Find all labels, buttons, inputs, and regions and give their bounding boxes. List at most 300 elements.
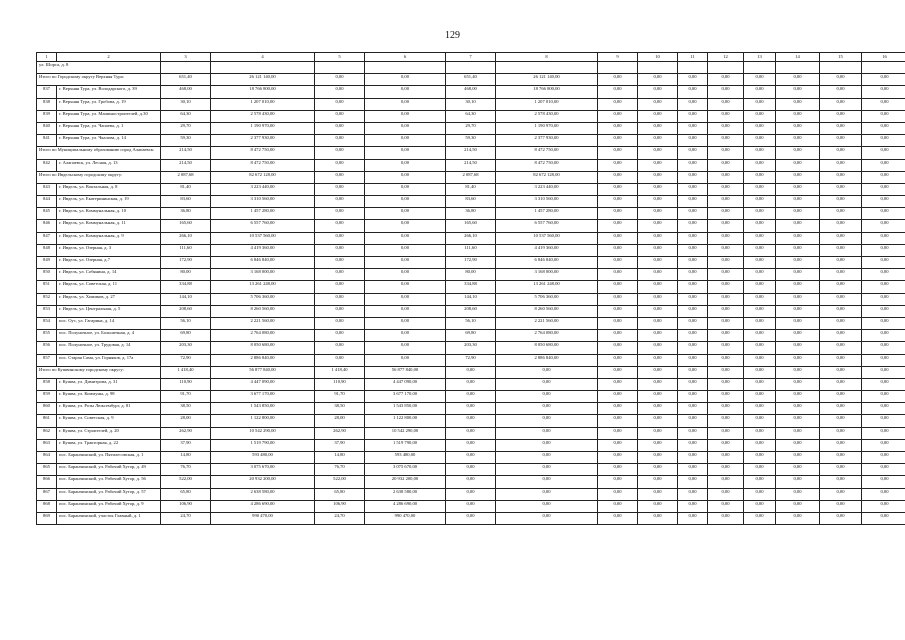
cell-value: 0,00 [598, 171, 638, 183]
row-number: 842 [37, 159, 57, 171]
cell-value: 72,90 [161, 354, 211, 366]
cell-value: 0,00 [315, 330, 365, 342]
cell-value: 14,80 [315, 452, 365, 464]
cell-value: 0,00 [496, 512, 598, 524]
cell-value: 0,00 [638, 220, 678, 232]
cell-value: 1 519 790,00 [365, 439, 446, 451]
cell-value: 0,00 [744, 464, 776, 476]
cell-value: 3 075 670,00 [365, 464, 446, 476]
cell-value: 83,60 [161, 196, 211, 208]
cell-value: 28,00 [161, 415, 211, 427]
cell-value: 0,00 [744, 378, 776, 390]
cell-value: 0,00 [638, 171, 678, 183]
row-address: г. Кушва, ул. Коммуны, д. 98 [57, 391, 161, 403]
table-row [37, 135, 905, 147]
cell-value: 0,00 [708, 354, 744, 366]
cell-value: 0,00 [776, 232, 820, 244]
cell-value: 0,00 [365, 305, 446, 317]
table-row [37, 342, 905, 354]
table-row [37, 464, 905, 476]
cell-value: 0,00 [744, 147, 776, 159]
column-header: 13 [744, 53, 776, 62]
cell-value: 0,00 [862, 464, 905, 476]
cell-value: 0,00 [496, 452, 598, 464]
cell-value: 0,00 [315, 232, 365, 244]
cell-value: 0,00 [708, 452, 744, 464]
cell-value: 3 168 000,00 [211, 269, 315, 281]
cell-value: 0,00 [862, 208, 905, 220]
cell-value: 0,00 [708, 122, 744, 134]
cell-value: 990 470,00 [365, 512, 446, 524]
cell-value: 65,80 [315, 488, 365, 500]
cell-value: 0,00 [365, 220, 446, 232]
cell-value: 0,00 [638, 512, 678, 524]
column-header: 2 [57, 53, 161, 62]
row-number: 849 [37, 257, 57, 269]
cell-value: 0,00 [598, 86, 638, 98]
cell-value: 144,10 [161, 293, 211, 305]
cell-value: 0,00 [776, 244, 820, 256]
cell-value: 82 672 128,00 [211, 171, 315, 183]
cell-value: 214,50 [446, 159, 496, 171]
row-address: г. Верхняя Тура, ул. Гробова, д. 19 [57, 98, 161, 110]
table-row [37, 293, 905, 305]
cell-value: 1 122 800,00 [365, 415, 446, 427]
cell-value: 3 223 440,00 [211, 183, 315, 195]
cell-value: 0,00 [744, 476, 776, 488]
cell-value: 0,00 [820, 500, 862, 512]
cell-value: 0,00 [638, 476, 678, 488]
cell-value: 0,00 [678, 86, 708, 98]
cell-value [598, 62, 638, 74]
row-number: 867 [37, 488, 57, 500]
table-row [37, 86, 905, 98]
cell-value: 0,00 [744, 281, 776, 293]
row-address: г. Алапаевск, ул. Лесная, д. 13 [57, 159, 161, 171]
cell-value: 76,70 [161, 464, 211, 476]
cell-value: 0,00 [638, 500, 678, 512]
cell-value: 0,00 [678, 452, 708, 464]
cell-value: 0,00 [744, 317, 776, 329]
cell-value: 0,00 [708, 98, 744, 110]
cell-value: 0,00 [776, 488, 820, 500]
cell-value: 0,00 [496, 415, 598, 427]
table-row [37, 183, 905, 195]
row-address: пос. Оус, ул. Гагарина, д. 14 [57, 317, 161, 329]
table-row [37, 476, 905, 488]
cell-value: 30,10 [161, 98, 211, 110]
cell-value: 0,00 [678, 305, 708, 317]
cell-value: 59,30 [446, 135, 496, 147]
table-row [37, 488, 905, 500]
cell-value: 0,00 [862, 415, 905, 427]
cell-value: 0,00 [744, 122, 776, 134]
cell-value: 0,00 [598, 415, 638, 427]
cell-value: 0,00 [776, 317, 820, 329]
row-address: пос. Баранчинский, ул. Пятилесовская, д. 1 [57, 452, 161, 464]
cell-value: 6 846 840,00 [211, 257, 315, 269]
cell-value: 0,00 [862, 269, 905, 281]
row-address: пос. Старая Сама, ул. Горняков, д. 17а [57, 354, 161, 366]
cell-value: 0,00 [862, 366, 905, 378]
cell-value [744, 62, 776, 74]
cell-value: 0,00 [446, 378, 496, 390]
cell-value: 0,00 [638, 439, 678, 451]
cell-value: 0,00 [776, 354, 820, 366]
cell-value: 0,00 [708, 464, 744, 476]
cell-value: 0,00 [708, 305, 744, 317]
cell-value: 0,00 [365, 183, 446, 195]
cell-value: 0,00 [446, 452, 496, 464]
cell-value: 4 286 690,00 [365, 500, 446, 512]
cell-value: 0,00 [744, 86, 776, 98]
cell-value: 0,00 [820, 305, 862, 317]
cell-value: 0,00 [315, 281, 365, 293]
cell-value: 0,00 [446, 476, 496, 488]
cell-value: 165,60 [446, 220, 496, 232]
cell-value: 0,00 [862, 391, 905, 403]
cell-value: 0,00 [315, 74, 365, 86]
cell-value: 0,00 [678, 281, 708, 293]
cell-value: 651,40 [161, 74, 211, 86]
row-address: Итого по Ивдельскому городскому округу: [37, 171, 161, 183]
row-address: г. Ивдель, ул. Вокзальная, д. 8 [57, 183, 161, 195]
row-address: г. Ивдель, ул. Озерная, д. 3 [57, 244, 161, 256]
cell-value: 56 877 840,00 [211, 366, 315, 378]
cell-value: 0,00 [708, 488, 744, 500]
cell-value: 0,00 [820, 171, 862, 183]
cell-value: 0,00 [708, 366, 744, 378]
row-number: 855 [37, 330, 57, 342]
cell-value: 165,60 [161, 220, 211, 232]
cell-value: 0,00 [496, 439, 598, 451]
cell-value: 0,00 [598, 512, 638, 524]
cell-value: 0,00 [678, 464, 708, 476]
cell-value: 0,00 [598, 305, 638, 317]
cell-value: 0,00 [446, 512, 496, 524]
cell-value: 0,00 [598, 232, 638, 244]
cell-value: 0,00 [598, 500, 638, 512]
cell-value: 0,00 [744, 293, 776, 305]
cell-value: 0,00 [862, 159, 905, 171]
cell-value: 91,70 [161, 391, 211, 403]
cell-value: 13 261 248,00 [211, 281, 315, 293]
row-number: 850 [37, 269, 57, 281]
cell-value [161, 62, 211, 74]
cell-value: 3 310 560,00 [211, 196, 315, 208]
row-number: 864 [37, 452, 57, 464]
cell-value: 38,50 [315, 403, 365, 415]
cell-value: 56,10 [161, 317, 211, 329]
cell-value: 0,00 [638, 415, 678, 427]
cell-value: 0,00 [638, 208, 678, 220]
cell-value: 2 087,68 [161, 171, 211, 183]
cell-value: 29,70 [446, 122, 496, 134]
cell-value: 0,00 [744, 354, 776, 366]
row-number: 837 [37, 86, 57, 98]
cell-value: 2 578 430,00 [496, 110, 598, 122]
cell-value: 1 519 790,00 [211, 439, 315, 451]
cell-value: 0,00 [708, 269, 744, 281]
cell-value: 0,00 [744, 488, 776, 500]
cell-value: 0,00 [365, 86, 446, 98]
cell-value: 0,00 [598, 439, 638, 451]
cell-value: 0,00 [598, 354, 638, 366]
cell-value [678, 62, 708, 74]
cell-value: 0,00 [744, 269, 776, 281]
cell-value: 0,00 [744, 220, 776, 232]
cell-value: 0,00 [820, 439, 862, 451]
cell-value: 2 886 840,00 [496, 354, 598, 366]
cell-value: 0,00 [862, 330, 905, 342]
cell-value: 0,00 [744, 366, 776, 378]
cell-value: 81,40 [446, 183, 496, 195]
cell-value: 0,00 [776, 171, 820, 183]
cell-value: 0,00 [708, 147, 744, 159]
column-header: 7 [446, 53, 496, 62]
row-address: пос. Баранчинский, ул. Рабочий Хутор, д. 49 [57, 464, 161, 476]
row-number: 863 [37, 439, 57, 451]
cell-value: 0,00 [820, 378, 862, 390]
cell-value: 3 677 170,00 [211, 391, 315, 403]
header-row [37, 53, 905, 62]
cell-value: 0,00 [862, 183, 905, 195]
cell-value: 0,00 [862, 439, 905, 451]
cell-value: 0,00 [496, 500, 598, 512]
table-body [37, 62, 905, 525]
cell-value: 0,00 [638, 305, 678, 317]
cell-value: 0,00 [496, 366, 598, 378]
cell-value: 334,88 [446, 281, 496, 293]
row-number: 853 [37, 305, 57, 317]
cell-value: 0,00 [638, 147, 678, 159]
table-row [37, 354, 905, 366]
cell-value: 0,00 [598, 317, 638, 329]
row-number: 869 [37, 512, 57, 524]
cell-value: 0,00 [708, 500, 744, 512]
cell-value: 0,00 [708, 330, 744, 342]
cell-value: 0,00 [598, 391, 638, 403]
row-number: 846 [37, 220, 57, 232]
row-address: г. Ивдель, ул. Коммунальная, д. 9 [57, 232, 161, 244]
row-address: г. Ивдель, ул. Озерная, д.7 [57, 257, 161, 269]
cell-value: 0,00 [315, 208, 365, 220]
cell-value: 28,00 [315, 415, 365, 427]
cell-value: 0,00 [820, 415, 862, 427]
cell-value: 30,10 [446, 98, 496, 110]
cell-value: 0,00 [638, 342, 678, 354]
cell-value: 76,70 [315, 464, 365, 476]
cell-value: 0,00 [598, 183, 638, 195]
cell-value [776, 62, 820, 74]
cell-value: 0,00 [820, 464, 862, 476]
cell-value: 0,00 [678, 330, 708, 342]
cell-value: 8 050 680,00 [496, 342, 598, 354]
cell-value: 0,00 [708, 110, 744, 122]
table-row [37, 415, 905, 427]
cell-value: 0,00 [776, 74, 820, 86]
row-address: г. Кушва, ул. Строителей, д. 20 [57, 427, 161, 439]
cell-value: 0,00 [862, 135, 905, 147]
cell-value: 0,00 [365, 281, 446, 293]
column-header: 16 [862, 53, 905, 62]
row-address: г. Ивдель, ул. Собянина, д. 14 [57, 269, 161, 281]
cell-value: 651,40 [446, 74, 496, 86]
cell-value: 0,00 [776, 330, 820, 342]
cell-value: 0,00 [776, 452, 820, 464]
cell-value: 0,00 [598, 122, 638, 134]
cell-value: 8 260 560,00 [211, 305, 315, 317]
data-table [36, 52, 905, 525]
row-address: г. Кушва, ул. Советская, д. 9 [57, 415, 161, 427]
cell-value: 1 457 280,00 [496, 208, 598, 220]
cell-value: 0,00 [678, 415, 708, 427]
cell-value: 0,00 [776, 403, 820, 415]
cell-value: 0,00 [776, 342, 820, 354]
row-address: г. Ивдель, ул. Советская, д. 11 [57, 281, 161, 293]
cell-value: 0,00 [708, 208, 744, 220]
table-row [37, 110, 905, 122]
cell-value: 0,00 [365, 208, 446, 220]
cell-value: 3 168 000,00 [496, 269, 598, 281]
cell-value: 0,00 [678, 269, 708, 281]
cell-value: 334,88 [161, 281, 211, 293]
cell-value: 0,00 [678, 98, 708, 110]
cell-value: 0,00 [638, 281, 678, 293]
cell-value: 0,00 [678, 220, 708, 232]
cell-value: 0,00 [820, 403, 862, 415]
cell-value: 0,00 [598, 208, 638, 220]
cell-value: 0,00 [446, 403, 496, 415]
cell-value: 0,00 [862, 98, 905, 110]
cell-value: 26 121 140,00 [496, 74, 598, 86]
cell-value: 1 418,40 [315, 366, 365, 378]
cell-value: 0,00 [365, 330, 446, 342]
cell-value: 1 190 970,00 [211, 122, 315, 134]
cell-value: 10 537 560,00 [496, 232, 598, 244]
table-row [37, 281, 905, 293]
cell-value: 266,10 [446, 232, 496, 244]
row-address: г. Ивдель, ул. Коммунальная, д. 11 [57, 220, 161, 232]
cell-value: 0,00 [678, 183, 708, 195]
cell-value: 56,10 [446, 317, 496, 329]
cell-value [315, 62, 365, 74]
row-address: пос. Баранчинский, ул. Рабочий Хутор, д. 9 [57, 500, 161, 512]
cell-value: 24,70 [161, 512, 211, 524]
cell-value: 0,00 [638, 293, 678, 305]
cell-value: 0,00 [446, 391, 496, 403]
cell-value: 0,00 [315, 147, 365, 159]
cell-value: 172,90 [161, 257, 211, 269]
table-row [37, 257, 905, 269]
cell-value: 0,00 [638, 391, 678, 403]
cell-value: 0,00 [744, 135, 776, 147]
cell-value: 0,00 [776, 257, 820, 269]
cell-value: 8 472 750,00 [211, 147, 315, 159]
cell-value: 522,00 [161, 476, 211, 488]
cell-value: 0,00 [744, 196, 776, 208]
cell-value: 0,00 [776, 415, 820, 427]
cell-value: 0,00 [708, 171, 744, 183]
cell-value: 64,30 [161, 110, 211, 122]
cell-value: 0,00 [365, 159, 446, 171]
table-row [37, 378, 905, 390]
cell-value: 0,00 [820, 183, 862, 195]
cell-value: 1 207 010,00 [496, 98, 598, 110]
cell-value: 2 764 080,00 [496, 330, 598, 342]
cell-value: 0,00 [638, 244, 678, 256]
cell-value: 0,00 [708, 427, 744, 439]
cell-value: 0,00 [862, 232, 905, 244]
cell-value: 0,00 [820, 317, 862, 329]
cell-value: 0,00 [862, 110, 905, 122]
cell-value: 0,00 [496, 403, 598, 415]
cell-value: 0,00 [820, 354, 862, 366]
cell-value: 0,00 [678, 196, 708, 208]
cell-value: 5 706 360,00 [211, 293, 315, 305]
cell-value: 0,00 [862, 122, 905, 134]
cell-value: 0,00 [678, 476, 708, 488]
cell-value: 0,00 [598, 269, 638, 281]
cell-value: 0,00 [598, 293, 638, 305]
cell-value: 0,00 [708, 512, 744, 524]
cell-value: 0,00 [862, 244, 905, 256]
cell-value: 8 050 680,00 [211, 342, 315, 354]
cell-value: 0,00 [315, 183, 365, 195]
cell-value: 0,00 [776, 269, 820, 281]
cell-value: 0,00 [315, 269, 365, 281]
cell-value [862, 62, 905, 74]
cell-value: 91,70 [315, 391, 365, 403]
cell-value: 0,00 [598, 452, 638, 464]
cell-value: 0,00 [708, 196, 744, 208]
row-number: 841 [37, 135, 57, 147]
cell-value: 0,00 [776, 159, 820, 171]
cell-value: 0,00 [315, 317, 365, 329]
cell-value: 0,00 [496, 464, 598, 476]
cell-value: 0,00 [598, 257, 638, 269]
cell-value: 0,00 [708, 317, 744, 329]
cell-value: 0,00 [365, 257, 446, 269]
cell-value: 2 087,68 [446, 171, 496, 183]
cell-value: 0,00 [678, 74, 708, 86]
cell-value: 2 764 080,00 [211, 330, 315, 342]
cell-value: 2 578 430,00 [211, 110, 315, 122]
column-header: 11 [678, 53, 708, 62]
row-address: ул. Шорса, д. 8 [37, 62, 161, 74]
cell-value: 0,00 [365, 110, 446, 122]
cell-value: 0,00 [744, 415, 776, 427]
cell-value: 214,50 [161, 147, 211, 159]
row-address: Итого по Муниципальному образованию город Алапаевск: [37, 147, 161, 159]
cell-value: 0,00 [638, 427, 678, 439]
cell-value: 0,00 [862, 317, 905, 329]
table-row [37, 317, 905, 329]
row-number: 859 [37, 391, 57, 403]
cell-value: 0,00 [820, 281, 862, 293]
cell-value: 0,00 [708, 378, 744, 390]
cell-value: 4 419 360,00 [496, 244, 598, 256]
column-header: 15 [820, 53, 862, 62]
cell-value: 0,00 [678, 135, 708, 147]
cell-value: 4 447 090,00 [365, 378, 446, 390]
cell-value: 990 470,00 [211, 512, 315, 524]
cell-value: 0,00 [708, 439, 744, 451]
row-address: г. Кушва, ул. Розы Люксембург, д. 81 [57, 403, 161, 415]
cell-value [708, 62, 744, 74]
cell-value: 2 886 840,00 [211, 354, 315, 366]
cell-value: 0,00 [820, 476, 862, 488]
